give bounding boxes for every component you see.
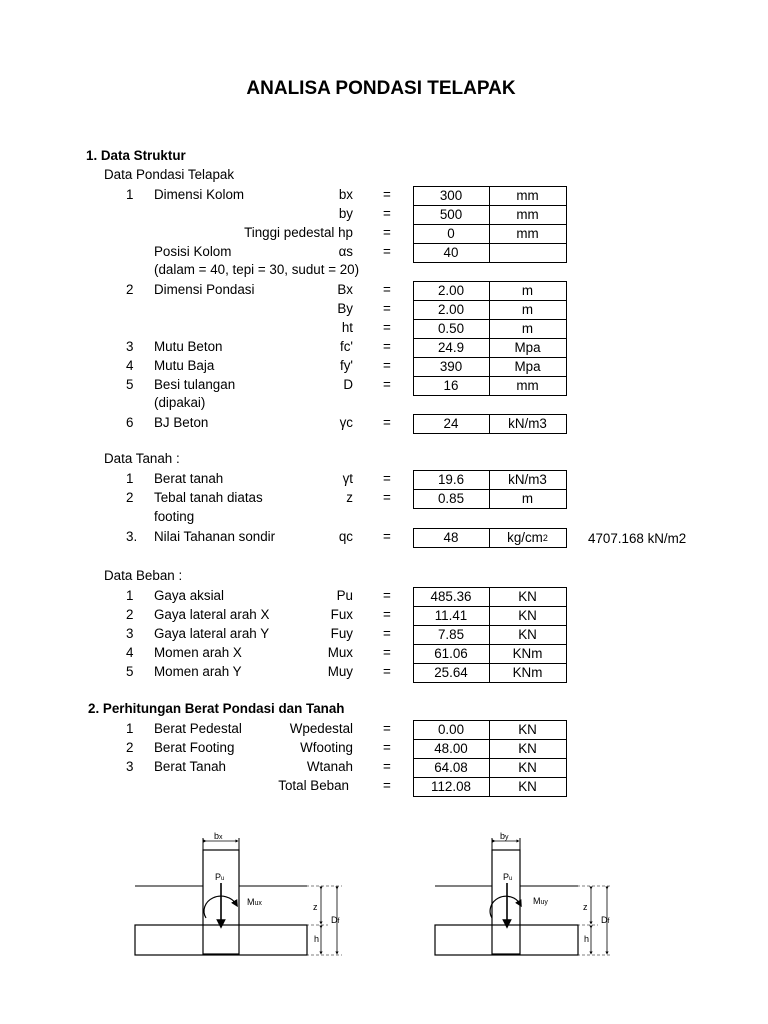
struktur-row-symbol: γc (339, 415, 353, 430)
struktur-row-value: 2.00 (437, 302, 465, 317)
z-label: z (313, 902, 318, 912)
struktur-row-equals: = (383, 339, 391, 354)
struktur-row-symbol: fc' (340, 339, 353, 354)
struktur-row-label: Mutu Baja (154, 358, 215, 373)
struktur-row-no: 1 (126, 187, 134, 202)
struktur-row-no: 6 (126, 415, 134, 430)
tanah-row-table-box (413, 489, 567, 509)
struktur-row-symbol: Tinggi pedestal hp (244, 225, 353, 240)
struktur-row-equals: = (383, 244, 391, 259)
by-label: by (500, 831, 509, 841)
beban-row-no: 2 (126, 607, 134, 622)
tanah-row-equals: = (383, 490, 391, 505)
struktur-row-table-box (413, 414, 567, 434)
tanah-row-unit: kg/cm 2 (507, 530, 548, 545)
beban-row-equals: = (383, 645, 391, 660)
beban-row-label: Gaya lateral arah Y (154, 626, 270, 641)
beban-row-equals: = (383, 588, 391, 603)
beban-row-unit-text: KNm (512, 665, 543, 680)
struktur-row-unit-text: kN/m3 (508, 416, 547, 431)
beban-row-label: Gaya aksial (154, 588, 224, 603)
tanah-row-symbol: γt (342, 471, 353, 486)
struktur-row-unit-text: Mpa (514, 359, 541, 374)
berat-row-equals: = (383, 721, 391, 736)
struktur-row-no: 5 (126, 377, 134, 392)
struktur-row-symbol: By (337, 301, 353, 316)
tanah-row-symbol: qc (338, 529, 353, 544)
beban-row-value: 61.06 (434, 646, 468, 661)
tanah-row-value: 48 (443, 530, 459, 545)
beban-row-symbol: Fuy (330, 626, 353, 641)
struktur-row-unit-text: m (521, 321, 534, 336)
struktur-row-equals: = (383, 282, 391, 297)
table-divider (413, 625, 567, 626)
struktur-row-equals: = (383, 187, 391, 202)
berat-row-equals: = (383, 759, 391, 774)
pu-label-y: Pu (503, 872, 513, 882)
berat-row-value: 48.00 (434, 741, 468, 756)
table-divider (413, 224, 567, 225)
tanah-row-equals: = (383, 529, 391, 544)
struktur-row-unit-text: mm (516, 378, 539, 393)
berat-row-label: Berat Footing (154, 740, 235, 755)
beban-row-label: Momen arah Y (154, 664, 242, 679)
struktur-row-table-box (413, 281, 567, 339)
table-divider (489, 281, 490, 339)
struktur-row-symbol: ht (341, 320, 353, 335)
berat-row-value: 0.00 (437, 722, 465, 737)
bx-label: bx (214, 831, 223, 841)
tanah-row-unit-text: kg/cm (507, 530, 543, 545)
footing-rect-y (435, 925, 578, 955)
struktur-row-equals: = (383, 377, 391, 392)
struktur-row-label: Mutu Beton (154, 339, 223, 354)
subheading-data-pondasi: Data Pondasi Telapak (104, 167, 235, 182)
struktur-row-unit-text: mm (516, 188, 539, 203)
struktur-row-unit-text: m (521, 283, 534, 298)
struktur-row-value: 24.9 (437, 340, 465, 355)
struktur-row-equals: = (383, 320, 391, 335)
struktur-row-symbol: bx (338, 187, 353, 202)
struktur-row-unit-text: m (521, 302, 534, 317)
table-divider (413, 205, 567, 206)
berat-row-no: 2 (126, 740, 134, 755)
struktur-row-equals: = (383, 301, 391, 316)
table-divider (413, 376, 567, 377)
struktur-row-equals: = (383, 225, 391, 240)
struktur-row-no: 2 (126, 282, 134, 297)
berat-row-symbol: Wpedestal (289, 721, 353, 736)
table-divider (489, 777, 490, 797)
struktur-row-label: Dimensi Pondasi (154, 282, 255, 297)
struktur-row-unit-text: mm (516, 226, 539, 241)
beban-row-unit-text: KN (518, 627, 537, 642)
tanah-row-symbol: z (346, 490, 353, 505)
struktur-row-label: Dimensi Kolom (154, 187, 245, 202)
note-posisi-kolom: (dalam = 40, tepi = 30, sudut = 20) (154, 262, 360, 277)
muy-arrow (490, 896, 520, 918)
beban-row-symbol: Pu (336, 588, 353, 603)
note-dipakai: (dipakai) (154, 395, 206, 410)
h-label-y: h (584, 934, 590, 944)
table-divider (413, 319, 567, 320)
beban-row-no: 1 (126, 588, 134, 603)
tanah-row-unit-text: m (521, 491, 534, 506)
beban-row-no: 5 (126, 664, 134, 679)
struktur-row-value: 16 (443, 378, 459, 393)
mux-arrow (204, 896, 236, 918)
table-divider (489, 470, 490, 490)
beban-row-value: 25.64 (434, 665, 468, 680)
struktur-row-value: 500 (439, 207, 463, 222)
table-divider (413, 243, 567, 244)
beban-row-symbol: Fux (330, 607, 353, 622)
tanah-row-label: Tebal tanah diatas (154, 490, 263, 505)
beban-row-value: 11.41 (434, 608, 468, 623)
berat-row-equals: = (383, 740, 391, 755)
beban-row-symbol: Muy (327, 664, 353, 679)
struktur-row-symbol: fy' (340, 358, 353, 373)
struktur-row-table-box (413, 338, 567, 396)
beban-row-no: 3 (126, 626, 134, 641)
tanah-row-label: Nilai Tahanan sondir (154, 529, 276, 544)
struktur-row-symbol: by (338, 206, 353, 221)
beban-row-no: 4 (126, 645, 134, 660)
beban-row-equals: = (383, 607, 391, 622)
struktur-row-value: 2.00 (437, 283, 465, 298)
beban-row-unit-text: KNm (512, 646, 543, 661)
z-label-y: z (583, 902, 588, 912)
struktur-row-symbol: αs (338, 244, 353, 259)
berat-row-no: 3 (126, 759, 134, 774)
berat-row-unit-text: KN (518, 722, 537, 737)
tanah-row-no: 1 (126, 471, 134, 486)
tanah-row-unit-text: kN/m3 (508, 472, 547, 487)
total-beban-unit: KN (518, 779, 537, 794)
table-divider (413, 663, 567, 664)
table-divider (413, 300, 567, 301)
struktur-row-equals: = (383, 358, 391, 373)
berat-row-symbol: Wfooting (300, 740, 353, 755)
foundation-diagrams (0, 820, 768, 1024)
struktur-row-symbol: Bx (337, 282, 353, 297)
note-footing: footing (154, 509, 195, 524)
beban-row-unit-text: KN (518, 589, 537, 604)
berat-row-symbol: Wtanah (306, 759, 353, 774)
berat-row-label: Berat Pedestal (154, 721, 242, 736)
section-heading-perhitungan: 2. Perhitungan Berat Pondasi dan Tanah (88, 701, 345, 716)
table-divider (489, 528, 490, 548)
table-divider (489, 489, 490, 509)
df-label-y: Df (601, 915, 610, 925)
struktur-row-value: 300 (439, 188, 463, 203)
struktur-row-label: BJ Beton (154, 415, 209, 430)
table-divider (413, 357, 567, 358)
tanah-row-no: 2 (126, 490, 134, 505)
tanah-row-table-box (413, 470, 567, 490)
qc-converted-value: 4707.168 kN/m2 (588, 531, 687, 546)
struktur-row-unit-text: Mpa (514, 340, 541, 355)
beban-row-value: 7.85 (437, 627, 465, 642)
struktur-row-value: 390 (439, 359, 463, 374)
berat-row-unit-text: KN (518, 741, 537, 756)
beban-row-equals: = (383, 626, 391, 641)
beban-row-table-box (413, 587, 567, 683)
berat-row-label: Berat Tanah (154, 759, 226, 774)
beban-row-label: Gaya lateral arah X (154, 607, 270, 622)
df-label: Df (331, 915, 340, 925)
beban-row-label: Momen arah X (154, 645, 242, 660)
muy-label: Muy (533, 896, 548, 906)
table-divider (489, 338, 490, 396)
berat-row-unit-text: KN (518, 760, 537, 775)
diagram-x-direction (135, 831, 342, 955)
struktur-row-equals: = (383, 415, 391, 430)
struktur-row-value: 0 (447, 226, 455, 241)
table-divider (413, 758, 567, 759)
page-title: ANALISA PONDASI TELAPAK (246, 78, 516, 99)
struktur-row-no: 4 (126, 358, 134, 373)
section-heading-data-struktur: 1. Data Struktur (86, 148, 186, 163)
beban-row-symbol: Mux (327, 645, 353, 660)
struktur-row-no: 3 (126, 339, 134, 354)
h-label: h (314, 934, 320, 944)
subheading-data-beban: Data Beban : (104, 568, 183, 583)
berat-row-value: 64.08 (434, 760, 468, 775)
tanah-row-table-box (413, 528, 567, 548)
table-divider (413, 644, 567, 645)
struktur-row-symbol: D (343, 377, 353, 392)
total-beban-equals: = (383, 778, 391, 793)
diagram-y-direction (435, 831, 612, 955)
struktur-row-label: Posisi Kolom (154, 244, 232, 259)
struktur-row-value: 40 (443, 245, 459, 260)
mux-label: Mux (247, 897, 262, 907)
beban-row-value: 485.36 (430, 589, 472, 604)
pu-label: Pu (215, 872, 225, 882)
struktur-row-value: 0.50 (437, 321, 465, 336)
tanah-row-equals: = (383, 471, 391, 486)
table-divider (489, 414, 490, 434)
tanah-row-no: 3. (126, 529, 138, 544)
table-divider (413, 739, 567, 740)
beban-row-equals: = (383, 664, 391, 679)
subheading-data-tanah: Data Tanah : (104, 451, 180, 466)
footing-rect (135, 925, 307, 955)
total-beban-value: 112.08 (431, 779, 471, 794)
table-divider (413, 606, 567, 607)
column-rect-y (492, 850, 520, 954)
total-beban-box (413, 777, 567, 797)
beban-row-unit-text: KN (518, 608, 537, 623)
tanah-row-label: Berat tanah (154, 471, 224, 486)
struktur-row-equals: = (383, 206, 391, 221)
tanah-row-value: 0.85 (437, 491, 465, 506)
tanah-row-value: 19.6 (437, 472, 465, 487)
table-divider (489, 587, 490, 683)
total-beban-label: Total Beban (278, 778, 349, 793)
struktur-row-value: 24 (443, 416, 459, 431)
struktur-row-label: Besi tulangan (154, 377, 236, 392)
struktur-row-unit-text: mm (516, 207, 539, 222)
berat-row-no: 1 (126, 721, 134, 736)
